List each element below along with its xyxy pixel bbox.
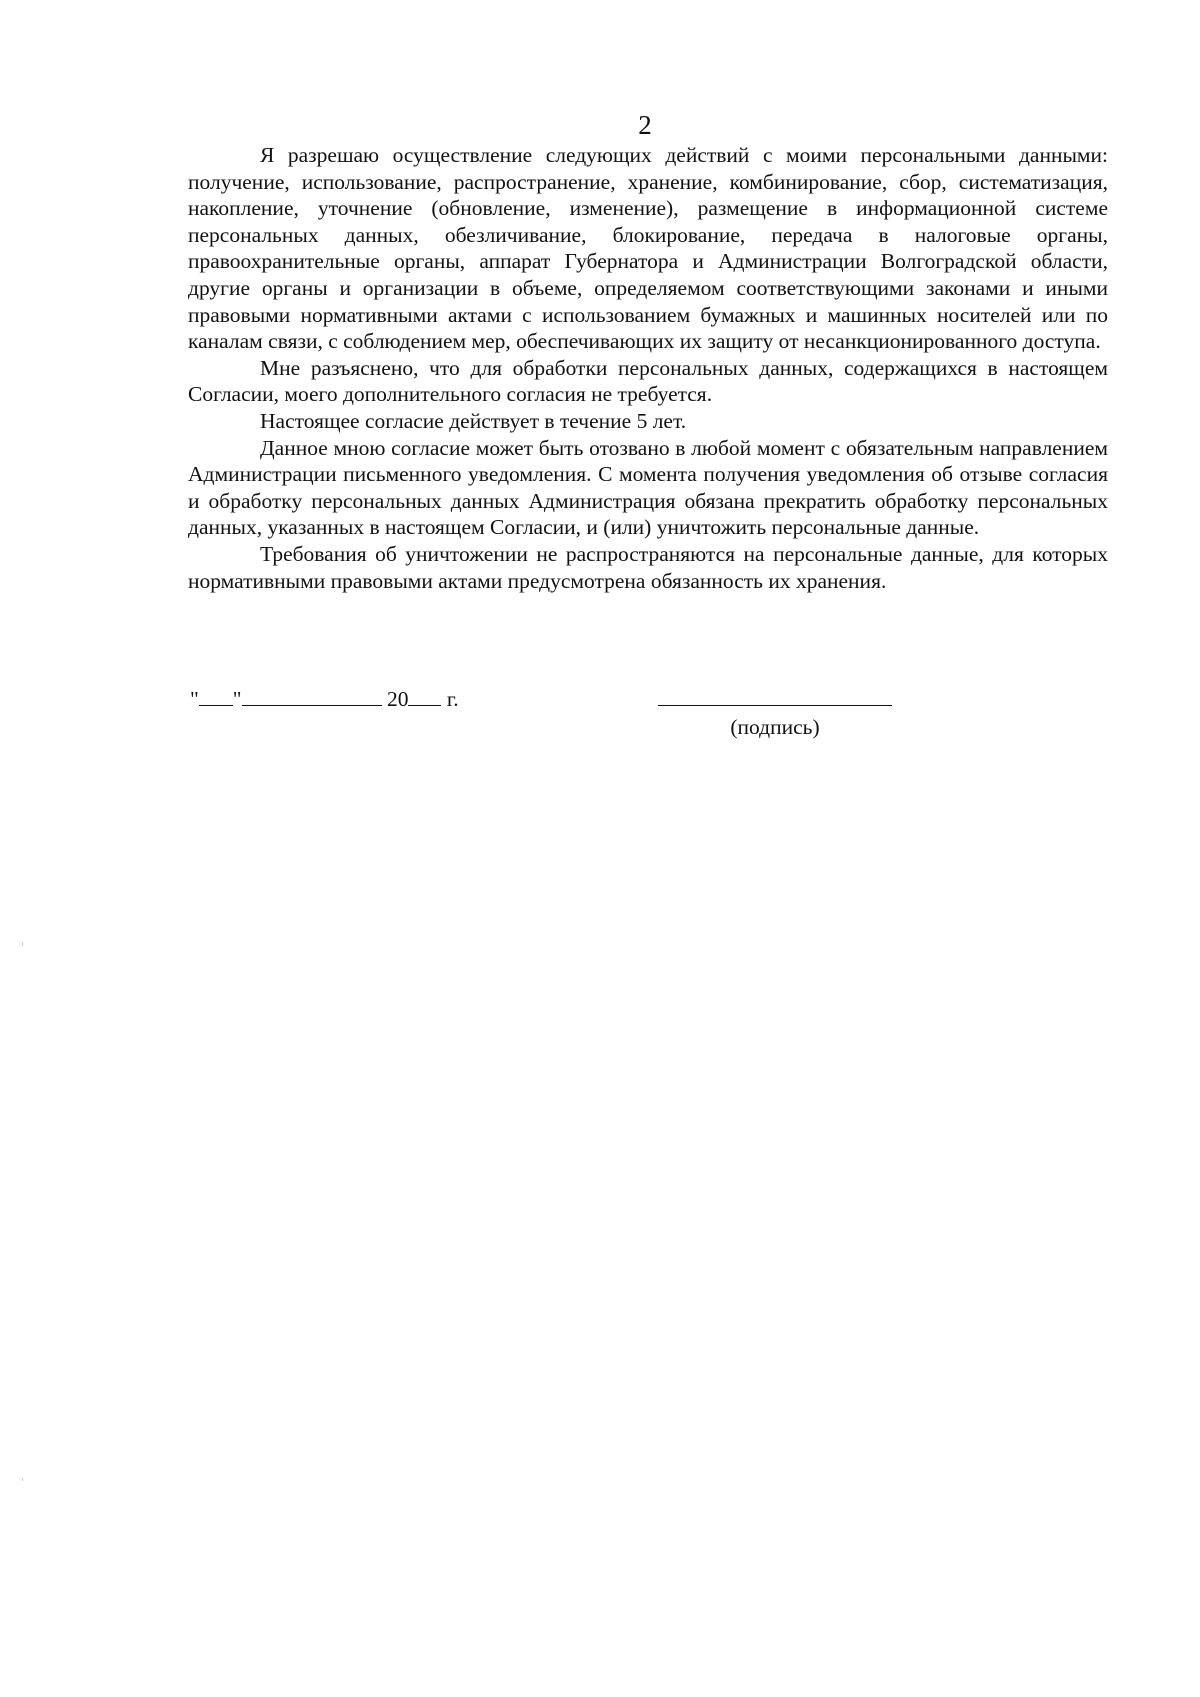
document-body — [188, 142, 1108, 594]
date-open-quote: " — [190, 687, 199, 711]
year-blank-line — [408, 685, 441, 706]
paragraph-validity-period: Настоящее согласие действует в течение 5 лет. — [260, 408, 687, 433]
year-prefix: 20 — [386, 687, 409, 711]
signature-caption: (подпись) — [730, 715, 820, 739]
year-suffix: г. — [446, 687, 459, 711]
signature-blank-line — [658, 705, 892, 706]
scan-artifact-mark — [22, 942, 23, 946]
paragraph-explanation: Мне разъяснено, что для обработки персональных данных, содержащихся в настоящем Согласии, моего дополнительного согласия не требуется. — [188, 355, 1108, 407]
date-close-quote: " — [232, 687, 242, 711]
month-blank-line — [242, 685, 382, 706]
scan-artifact-mark — [22, 1478, 23, 1481]
page-number: 2 — [638, 110, 652, 140]
date-field — [190, 685, 459, 712]
paragraph-destruction-requirements: Требования об уничтожении не распространяются на персональные данные, для которых нормативными правовыми актами предусмотрена обязанность их хранения. — [188, 541, 1108, 593]
paragraph-permitted-actions: Я разрешаю осуществление следующих действий с моими персональными данными: получение, использование, распространение, хранение, комбинирование, сбор, систематизация, накопление, уточнение (обновление, изменение), размещение в информационной системе персональных данных, обезличивание, блокирование, передача в налоговые органы, правоохранительные органы, аппарат Губернатора и Администрации Волгоградской области, другие органы и организации в объеме, определяемом соответствующими законами и иными правовыми нормативными актами с использованием бумажных и машинных носителей или по каналам связи, с соблюдением мер, обеспечивающих их защиту от несанкционированного доступа. — [188, 143, 1108, 354]
day-blank-line — [199, 685, 233, 706]
signature-date-row — [190, 685, 1110, 745]
paragraph-revocation: Данное мною согласие может быть отозвано в любой момент с обязательным направлением Администрации письменного уведомления. С момента получения уведомления об отзыве согласия и обработку персональных данных Администрация обязана прекратить обработку персональных данных, указанных в настоящем Согласии, и (или) уничтожить персональные данные. — [188, 435, 1108, 540]
